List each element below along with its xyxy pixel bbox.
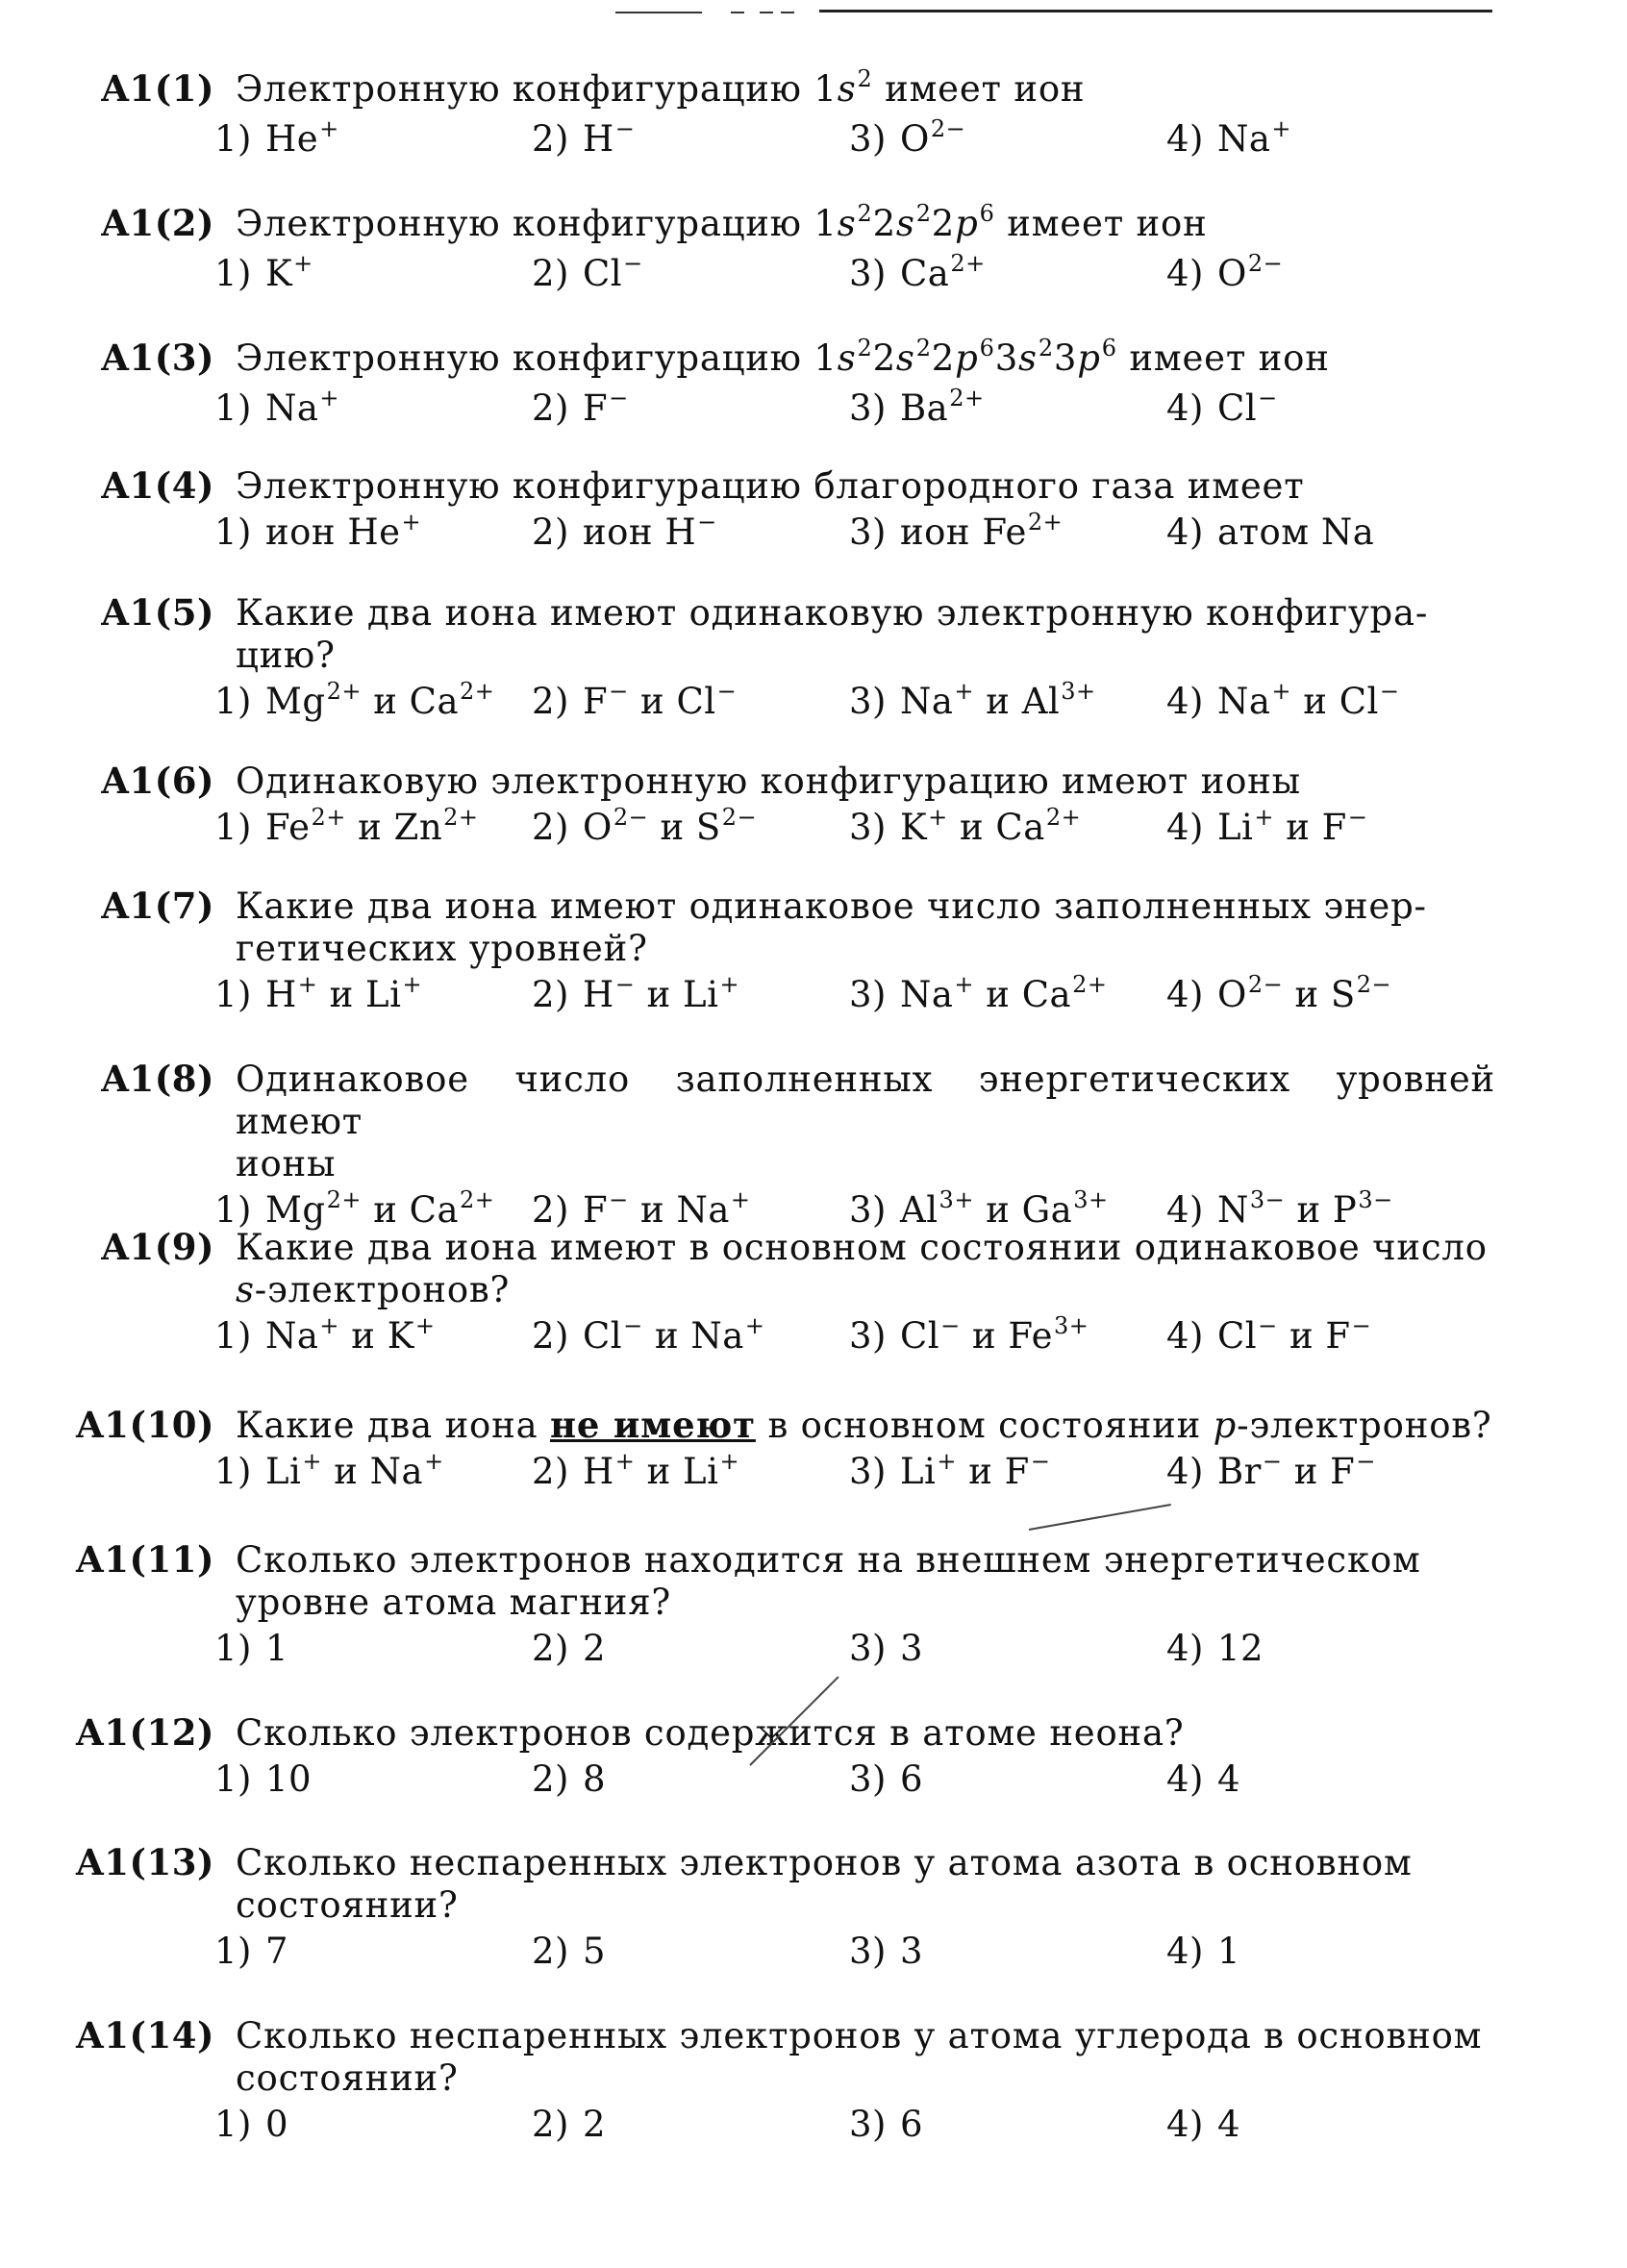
option-value: 7 xyxy=(264,1931,289,1972)
option-value: Br− и F− xyxy=(1216,1448,1376,1492)
option-value: $N^{3-}$ и $P^{3-}$ xyxy=(1216,1186,1393,1231)
option-value: Li+ и Na+ xyxy=(264,1448,444,1492)
option-value: $O^{2-}$ и $S^{2-}$ xyxy=(582,804,758,848)
question-header xyxy=(53,202,1495,249)
question-item xyxy=(53,1711,1495,1800)
question-item xyxy=(53,1226,1495,1357)
answer-options xyxy=(214,250,1495,294)
question-number: A1(6) xyxy=(101,760,214,802)
option-number: 2) xyxy=(532,807,569,848)
answer-option-4 xyxy=(1166,1628,1484,1669)
question-number: A1(4) xyxy=(101,464,214,507)
question-text: Сколько неспаренных электронов у атома азота в основном состоянии? xyxy=(236,1842,1413,1926)
option-number: 3) xyxy=(849,511,887,553)
option-number: 4) xyxy=(1166,1315,1204,1357)
option-value: атом Na xyxy=(1216,511,1375,553)
option-value: 6 xyxy=(899,1758,924,1800)
answer-option-3 xyxy=(849,971,1166,1015)
option-number: 1) xyxy=(214,1758,252,1800)
answer-option-3 xyxy=(849,678,1166,722)
option-value: 1 xyxy=(1216,1931,1241,1972)
answer-option-4 xyxy=(1166,2104,1484,2145)
option-number: 3) xyxy=(849,118,887,160)
option-value: 12 xyxy=(1216,1628,1264,1669)
option-number: 4) xyxy=(1166,253,1204,294)
option-number: 2) xyxy=(532,1315,569,1357)
option-value: 8 xyxy=(582,1758,607,1800)
question-text: Электронную конфигурацию благородного газа имеет xyxy=(236,465,1305,507)
answer-option-1 xyxy=(214,1448,532,1492)
answer-option-2 xyxy=(532,678,849,722)
option-value: K+ и $Ca^{2+}$ xyxy=(899,804,1082,848)
option-value: H− xyxy=(582,115,636,160)
answer-options xyxy=(214,678,1495,722)
answer-option-1 xyxy=(214,1628,532,1669)
answer-option-3 xyxy=(849,1628,1166,1669)
option-number: 1) xyxy=(214,1315,252,1357)
answer-option-4 xyxy=(1166,1312,1484,1357)
option-number: 2) xyxy=(532,387,569,429)
answer-option-3 xyxy=(849,804,1166,848)
question-text: Какие два иона имеют в основном состоянии одинаковое число s-электронов? xyxy=(236,1227,1488,1310)
answer-option-3 xyxy=(849,387,1166,429)
question-item xyxy=(53,885,1495,1015)
option-value: H− и Li+ xyxy=(582,971,740,1015)
option-value: Cl− xyxy=(582,250,643,294)
option-value: He+ xyxy=(264,115,339,160)
option-value: $Ca^{2+}$ xyxy=(899,250,986,294)
answer-option-3 xyxy=(849,1931,1166,1972)
question-text: Электронную конфигурацию $1s^22s^22p^63s^23p^6$ имеет ион xyxy=(236,335,1330,379)
question-text: Какие два иона имеют одинаковое число заполненных энер- гетических уровней? xyxy=(236,885,1427,969)
answer-options xyxy=(214,2104,1495,2145)
option-value: Na+ и Cl− xyxy=(1216,678,1400,722)
question-number: A1(9) xyxy=(101,1226,214,1268)
answer-option-1 xyxy=(214,804,532,848)
question-number: A1(3) xyxy=(101,336,214,379)
option-value: Li+ и F− xyxy=(899,1448,1051,1492)
answer-option-1 xyxy=(214,1186,532,1231)
question-item xyxy=(53,1404,1495,1492)
answer-option-2 xyxy=(532,804,849,848)
question-header xyxy=(53,1841,1495,1927)
option-value: 2 xyxy=(582,2104,607,2145)
option-number: 1) xyxy=(214,2104,252,2145)
option-value: 1 xyxy=(264,1628,289,1669)
answer-option-2 xyxy=(532,250,849,294)
option-number: 1) xyxy=(214,974,252,1015)
answer-option-4 xyxy=(1166,804,1484,848)
option-number: 1) xyxy=(214,253,252,294)
option-value: $O^{2-}$ и $S^{2-}$ xyxy=(1216,971,1392,1015)
answer-option-2 xyxy=(532,387,849,429)
question-number: A1(8) xyxy=(101,1058,214,1100)
option-number: 3) xyxy=(849,1758,887,1800)
answer-options xyxy=(214,1312,1495,1357)
option-number: 1) xyxy=(214,807,252,848)
answer-option-2 xyxy=(532,1931,849,1972)
answer-option-2 xyxy=(532,1448,849,1492)
option-value: 6 xyxy=(899,2104,924,2145)
option-value: F− и Cl− xyxy=(582,678,738,722)
option-number: 2) xyxy=(532,2104,569,2145)
question-item xyxy=(53,464,1495,553)
option-number: 3) xyxy=(849,974,887,1015)
option-number: 3) xyxy=(849,1451,887,1492)
option-value: 3 xyxy=(899,1931,924,1972)
option-number: 3) xyxy=(849,253,887,294)
answer-option-4 xyxy=(1166,115,1484,160)
question-number: A1(5) xyxy=(101,591,214,634)
option-value: $Fe^{2+}$ и $Zn^{2+}$ xyxy=(264,804,479,848)
question-number: A1(14) xyxy=(76,2014,214,2056)
question-header xyxy=(53,1538,1495,1624)
question-item xyxy=(53,1538,1495,1669)
option-value: $O^{2-}$ xyxy=(899,115,966,160)
option-value: F− и Na+ xyxy=(582,1186,751,1231)
option-number: 2) xyxy=(532,253,569,294)
option-number: 1) xyxy=(214,511,252,553)
option-value: Cl− и F− xyxy=(1216,1312,1372,1357)
option-number: 1) xyxy=(214,1628,252,1669)
question-number: A1(2) xyxy=(101,202,214,244)
option-number: 4) xyxy=(1166,387,1204,429)
answer-option-1 xyxy=(214,115,532,160)
option-number: 4) xyxy=(1166,1628,1204,1669)
answer-option-3 xyxy=(849,511,1166,553)
option-value: Na+ и $Al^{3+}$ xyxy=(899,678,1096,722)
option-number: 3) xyxy=(849,1931,887,1972)
answer-option-2 xyxy=(532,1312,849,1357)
option-number: 4) xyxy=(1166,1189,1204,1231)
question-header xyxy=(53,1404,1495,1447)
question-header xyxy=(53,591,1495,677)
option-value: Na+ и $Ca^{2+}$ xyxy=(899,971,1108,1015)
answer-option-4 xyxy=(1166,971,1484,1015)
option-number: 4) xyxy=(1166,1451,1204,1492)
question-header xyxy=(53,336,1495,384)
answer-option-3 xyxy=(849,1758,1166,1800)
option-value: $Al^{3+}$ и $Ga^{3+}$ xyxy=(899,1186,1109,1231)
answer-option-3 xyxy=(849,250,1166,294)
answer-option-1 xyxy=(214,971,532,1015)
option-value: F− xyxy=(582,385,629,429)
answer-option-3 xyxy=(849,1186,1166,1231)
option-number: 4) xyxy=(1166,118,1204,160)
question-number: A1(11) xyxy=(76,1538,214,1581)
answer-options xyxy=(214,1931,1495,1972)
answer-option-3 xyxy=(849,2104,1166,2145)
option-value: H+ и Li+ xyxy=(264,971,423,1015)
answer-options xyxy=(214,511,1495,553)
option-number: 4) xyxy=(1166,1758,1204,1800)
answer-options xyxy=(214,1448,1495,1492)
option-number: 1) xyxy=(214,1931,252,1972)
answer-option-1 xyxy=(214,511,532,553)
answer-option-4 xyxy=(1166,1186,1484,1231)
option-value: K+ xyxy=(264,250,313,294)
option-value: ион $Fe^{2+}$ xyxy=(899,509,1064,553)
option-value: Cl− xyxy=(1216,385,1278,429)
option-value: 4 xyxy=(1216,2104,1241,2145)
option-value: 10 xyxy=(264,1758,313,1800)
option-value: 3 xyxy=(899,1628,924,1669)
option-number: 3) xyxy=(849,1628,887,1669)
answer-option-1 xyxy=(214,1758,532,1800)
option-value: ион H− xyxy=(582,509,717,553)
question-header xyxy=(53,67,1495,114)
option-number: 1) xyxy=(214,681,252,722)
option-number: 3) xyxy=(849,807,887,848)
question-text: Одинаковую электронную конфигурацию имеют ионы xyxy=(236,760,1301,802)
option-number: 2) xyxy=(532,511,569,553)
answer-option-2 xyxy=(532,511,849,553)
option-number: 4) xyxy=(1166,1931,1204,1972)
answer-option-4 xyxy=(1166,1758,1484,1800)
question-text: Какие два иона имеют одинаковую электронную конфигура- цию? xyxy=(236,592,1429,676)
question-item xyxy=(53,1058,1495,1231)
option-number: 4) xyxy=(1166,974,1204,1015)
option-number: 4) xyxy=(1166,511,1204,553)
question-number: A1(7) xyxy=(101,885,214,927)
question-text: Какие два иона не имеют в основном состоянии p-электронов? xyxy=(236,1404,1492,1446)
option-number: 2) xyxy=(532,681,569,722)
answer-options xyxy=(214,115,1495,160)
option-number: 1) xyxy=(214,1189,252,1231)
answer-option-1 xyxy=(214,250,532,294)
question-header xyxy=(53,1711,1495,1755)
option-value: H+ и Li+ xyxy=(582,1448,740,1492)
answer-option-2 xyxy=(532,1186,849,1231)
option-number: 2) xyxy=(532,1628,569,1669)
answer-option-2 xyxy=(532,971,849,1015)
question-number: A1(13) xyxy=(76,1841,214,1883)
question-number: A1(10) xyxy=(76,1404,214,1446)
question-text: Электронную конфигурацию $1s^2$ имеет ион xyxy=(236,65,1086,110)
option-value: $Mg^{2+}$ и $Ca^{2+}$ xyxy=(264,678,495,722)
answer-option-3 xyxy=(849,115,1166,160)
answer-option-4 xyxy=(1166,387,1484,429)
option-value: Na+ и K+ xyxy=(264,1312,436,1357)
answer-options xyxy=(214,971,1495,1015)
question-header xyxy=(53,1226,1495,1311)
question-item xyxy=(53,591,1495,722)
option-value: 2 xyxy=(582,1628,607,1669)
question-header xyxy=(53,1058,1495,1185)
option-number: 4) xyxy=(1166,2104,1204,2145)
question-item xyxy=(53,67,1495,160)
option-number: 3) xyxy=(849,387,887,429)
answer-option-4 xyxy=(1166,511,1484,553)
question-item xyxy=(53,760,1495,848)
question-text: Сколько электронов находится на внешнем энергетическом уровне атома магния? xyxy=(236,1539,1421,1623)
option-number: 2) xyxy=(532,974,569,1015)
question-text: Одинаковое число заполненных энергетических уровней имеют ионы xyxy=(236,1059,1495,1184)
option-value: $Mg^{2+}$ и $Ca^{2+}$ xyxy=(264,1186,495,1231)
option-number: 2) xyxy=(532,118,569,160)
question-text: Электронную конфигурацию $1s^22s^22p^6$ имеет ион xyxy=(236,200,1208,244)
option-value: Na+ xyxy=(264,385,340,429)
question-header xyxy=(53,464,1495,508)
question-item xyxy=(53,336,1495,429)
option-value: 0 xyxy=(264,2104,289,2145)
answer-option-2 xyxy=(532,1628,849,1669)
option-number: 1) xyxy=(214,118,252,160)
answer-option-4 xyxy=(1166,1448,1484,1492)
option-number: 3) xyxy=(849,1189,887,1231)
option-number: 1) xyxy=(214,1451,252,1492)
answer-options xyxy=(214,1758,1495,1800)
question-header xyxy=(53,885,1495,970)
answer-option-3 xyxy=(849,1448,1166,1492)
option-value: $Ba^{2+}$ xyxy=(899,385,985,429)
option-number: 4) xyxy=(1166,681,1204,722)
question-number: A1(12) xyxy=(76,1711,214,1754)
answer-option-4 xyxy=(1166,250,1484,294)
question-header xyxy=(53,760,1495,803)
question-item xyxy=(53,202,1495,294)
option-value: 5 xyxy=(582,1931,607,1972)
option-number: 3) xyxy=(849,2104,887,2145)
answer-option-1 xyxy=(214,1312,532,1357)
option-value: Cl− и $Fe^{3+}$ xyxy=(899,1312,1089,1357)
question-item xyxy=(53,2014,1495,2145)
option-value: Cl− и Na+ xyxy=(582,1312,765,1357)
answer-options xyxy=(214,387,1495,429)
option-value: Li+ и F− xyxy=(1216,804,1368,848)
question-text: Сколько неспаренных электронов у атома углерода в основном состоянии? xyxy=(236,2015,1483,2099)
answer-option-2 xyxy=(532,1758,849,1800)
question-header xyxy=(53,2014,1495,2100)
answer-option-1 xyxy=(214,2104,532,2145)
answer-option-1 xyxy=(214,1931,532,1972)
option-value: 4 xyxy=(1216,1758,1241,1800)
answer-option-1 xyxy=(214,387,532,429)
question-text: Сколько электронов содержится в атоме неона? xyxy=(236,1712,1185,1754)
option-number: 2) xyxy=(532,1758,569,1800)
answer-options xyxy=(214,804,1495,848)
option-number: 3) xyxy=(849,681,887,722)
answer-option-2 xyxy=(532,115,849,160)
answer-option-4 xyxy=(1166,678,1484,722)
answer-options xyxy=(214,1628,1495,1669)
option-number: 2) xyxy=(532,1931,569,1972)
answer-option-4 xyxy=(1166,1931,1484,1972)
answer-option-3 xyxy=(849,1312,1166,1357)
answer-option-2 xyxy=(532,2104,849,2145)
question-number: A1(1) xyxy=(101,67,214,110)
option-number: 4) xyxy=(1166,807,1204,848)
question-item xyxy=(53,1841,1495,1972)
option-number: 2) xyxy=(532,1451,569,1492)
option-value: Na+ xyxy=(1216,115,1292,160)
option-number: 2) xyxy=(532,1189,569,1231)
option-number: 1) xyxy=(214,387,252,429)
answer-option-1 xyxy=(214,678,532,722)
option-value: $O^{2-}$ xyxy=(1216,250,1284,294)
answer-options xyxy=(214,1186,1495,1231)
option-value: ион He+ xyxy=(264,509,422,553)
option-number: 3) xyxy=(849,1315,887,1357)
